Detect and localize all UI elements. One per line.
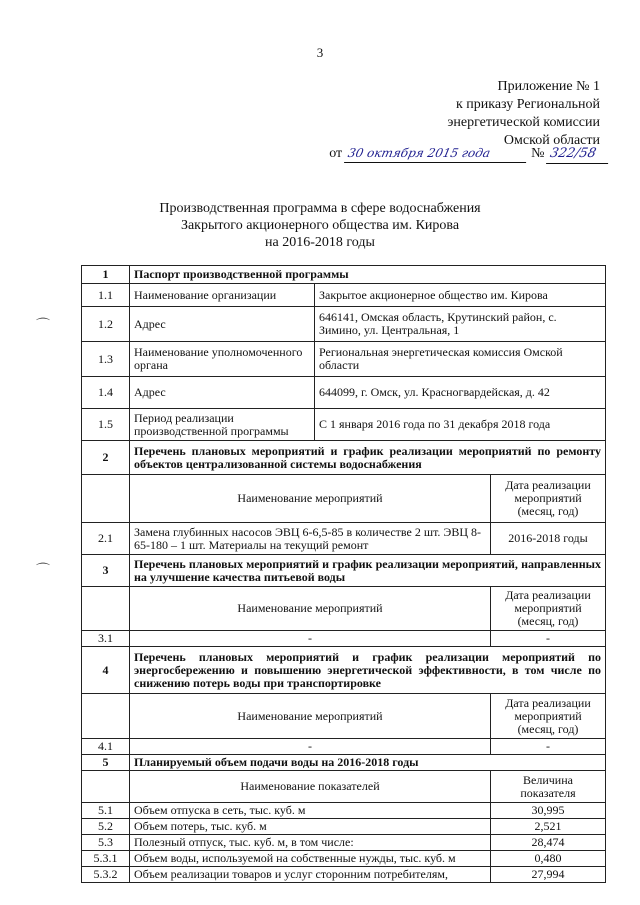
- table-row: [82, 803, 606, 819]
- table-row: [82, 555, 606, 587]
- row-number: 5.2: [82, 819, 130, 835]
- row-label: Наименование организации: [130, 284, 315, 307]
- column-header-value: Величина показателя: [491, 771, 606, 803]
- row-value: 30,995: [491, 803, 606, 819]
- row-label: Период реализации производственной программы: [130, 409, 315, 441]
- empty-cell: [82, 771, 130, 803]
- section-header: Перечень плановых мероприятий и график реализации мероприятий, направленных на улучшение качества питьевой воды: [130, 555, 606, 587]
- row-value: Региональная энергетическая комиссия Омской области: [315, 342, 606, 377]
- table-row: [82, 647, 606, 694]
- column-header-date: Дата реализации мероприятий (месяц, год): [491, 475, 606, 523]
- table-row: [82, 867, 606, 883]
- empty-cell: [82, 475, 130, 523]
- row-number: 1.4: [82, 377, 130, 409]
- row-date: 2016-2018 годы: [491, 523, 606, 555]
- table-row: [82, 284, 606, 307]
- row-number: 2.1: [82, 523, 130, 555]
- table-row: [82, 409, 606, 441]
- row-number: 1.3: [82, 342, 130, 377]
- row-name: Объем воды, используемой на собственные нужды, тыс. куб. м: [130, 851, 491, 867]
- table-row: [82, 523, 606, 555]
- row-name: Объем отпуска в сеть, тыс. куб. м: [130, 803, 491, 819]
- row-value: 0,480: [491, 851, 606, 867]
- section-header: Перечень плановых мероприятий и график реализации мероприятий по энергосбережению и повышению энергетической эффективности, в том числе по снижению потерь воды при транспортировке: [130, 647, 606, 694]
- row-number: 4: [82, 647, 130, 694]
- appendix-line-1: Приложение № 1: [497, 79, 600, 94]
- table-row: [82, 851, 606, 867]
- table-row: [82, 475, 606, 523]
- order-line: [329, 144, 610, 164]
- row-number: 2: [82, 441, 130, 475]
- order-prefix: от: [329, 146, 343, 161]
- appendix-line-3: энергетической комиссии: [447, 115, 600, 130]
- appendix-line-4: Омской области: [503, 133, 600, 148]
- row-number: 5.3: [82, 835, 130, 851]
- row-number: 1.5: [82, 409, 130, 441]
- table-row: [82, 631, 606, 647]
- row-number: 1: [82, 266, 130, 284]
- empty-cell: [82, 694, 130, 739]
- row-label: Наименование уполномоченного органа: [130, 342, 315, 377]
- table-row: [82, 307, 606, 342]
- title-line-1: Производственная программа в сфере водоснабжения: [159, 201, 481, 216]
- column-header-name: Наименование мероприятий: [130, 475, 491, 523]
- handwritten-order-number: 322/58: [546, 145, 612, 164]
- page-number: 3: [316, 45, 324, 60]
- row-number: 4.1: [82, 739, 130, 755]
- program-table: [81, 265, 606, 883]
- empty-cell: [82, 587, 130, 631]
- column-header-indicator: Наименование показателей: [130, 771, 491, 803]
- table-row: [82, 819, 606, 835]
- row-value: Закрытое акционерное общество им. Кирова: [315, 284, 606, 307]
- row-date: -: [491, 631, 606, 647]
- table-row: [82, 377, 606, 409]
- table-row: [82, 587, 606, 631]
- title-line-2: Закрытого акционерного общества им. Кирова: [180, 218, 460, 233]
- row-label: Адрес: [130, 377, 315, 409]
- table-row: [82, 342, 606, 377]
- document-title: [0, 200, 640, 251]
- order-number-label: №: [531, 146, 545, 161]
- table-row: [82, 771, 606, 803]
- row-number: 5: [82, 755, 130, 771]
- row-number: 5.3.2: [82, 867, 130, 883]
- row-name: -: [130, 631, 491, 647]
- margin-mark-icon: ⌒: [36, 319, 50, 334]
- column-header-name: Наименование мероприятий: [130, 694, 491, 739]
- row-number: 5.3.1: [82, 851, 130, 867]
- row-date: -: [491, 739, 606, 755]
- row-number: 1.1: [82, 284, 130, 307]
- row-value: 28,474: [491, 835, 606, 851]
- row-name: Замена глубинных насосов ЭВЦ 6-6,5-85 в количестве 2 шт. ЭВЦ 8-65-180 – 1 шт. Материалы на текущий ремонт: [130, 523, 491, 555]
- row-name: Объем реализации товаров и услуг сторонним потребителям,: [130, 867, 491, 883]
- table-row: [82, 441, 606, 475]
- table-row: [82, 266, 606, 284]
- column-header-date: Дата реализации мероприятий (месяц, год): [491, 694, 606, 739]
- section-header: Паспорт производственной программы: [130, 266, 606, 284]
- appendix-block: [447, 78, 600, 150]
- row-number: 3.1: [82, 631, 130, 647]
- row-value: 27,994: [491, 867, 606, 883]
- column-header-name: Наименование мероприятий: [130, 587, 491, 631]
- title-line-3: на 2016-2018 годы: [265, 235, 375, 250]
- section-header: Планируемый объем подачи воды на 2016-2018 годы: [130, 755, 606, 771]
- row-name: Объем потерь, тыс. куб. м: [130, 819, 491, 835]
- row-value: 644099, г. Омск, ул. Красногвардейская, д. 42: [315, 377, 606, 409]
- row-name: Полезный отпуск, тыс. куб. м, в том числе:: [130, 835, 491, 851]
- table-row: [82, 755, 606, 771]
- table-row: [82, 835, 606, 851]
- row-name: -: [130, 739, 491, 755]
- section-header: Перечень плановых мероприятий и график реализации мероприятий по ремонту объектов централизованной системы водоснабжения: [130, 441, 606, 475]
- row-number: 3: [82, 555, 130, 587]
- table-row: [82, 694, 606, 739]
- row-value: 646141, Омская область, Крутинский район, с. Зимино, ул. Центральная, 1: [315, 307, 606, 342]
- row-number: 5.1: [82, 803, 130, 819]
- margin-mark-icon: ⌒: [36, 564, 50, 579]
- appendix-line-2: к приказу Региональной: [455, 97, 600, 112]
- column-header-date: Дата реализации мероприятий (месяц, год): [491, 587, 606, 631]
- row-value: С 1 января 2016 года по 31 декабря 2018 года: [315, 409, 606, 441]
- handwritten-order-date: 30 октября 2015 года: [344, 144, 530, 163]
- row-value: 2,521: [491, 819, 606, 835]
- row-label: Адрес: [130, 307, 315, 342]
- table-row: [82, 739, 606, 755]
- row-number: 1.2: [82, 307, 130, 342]
